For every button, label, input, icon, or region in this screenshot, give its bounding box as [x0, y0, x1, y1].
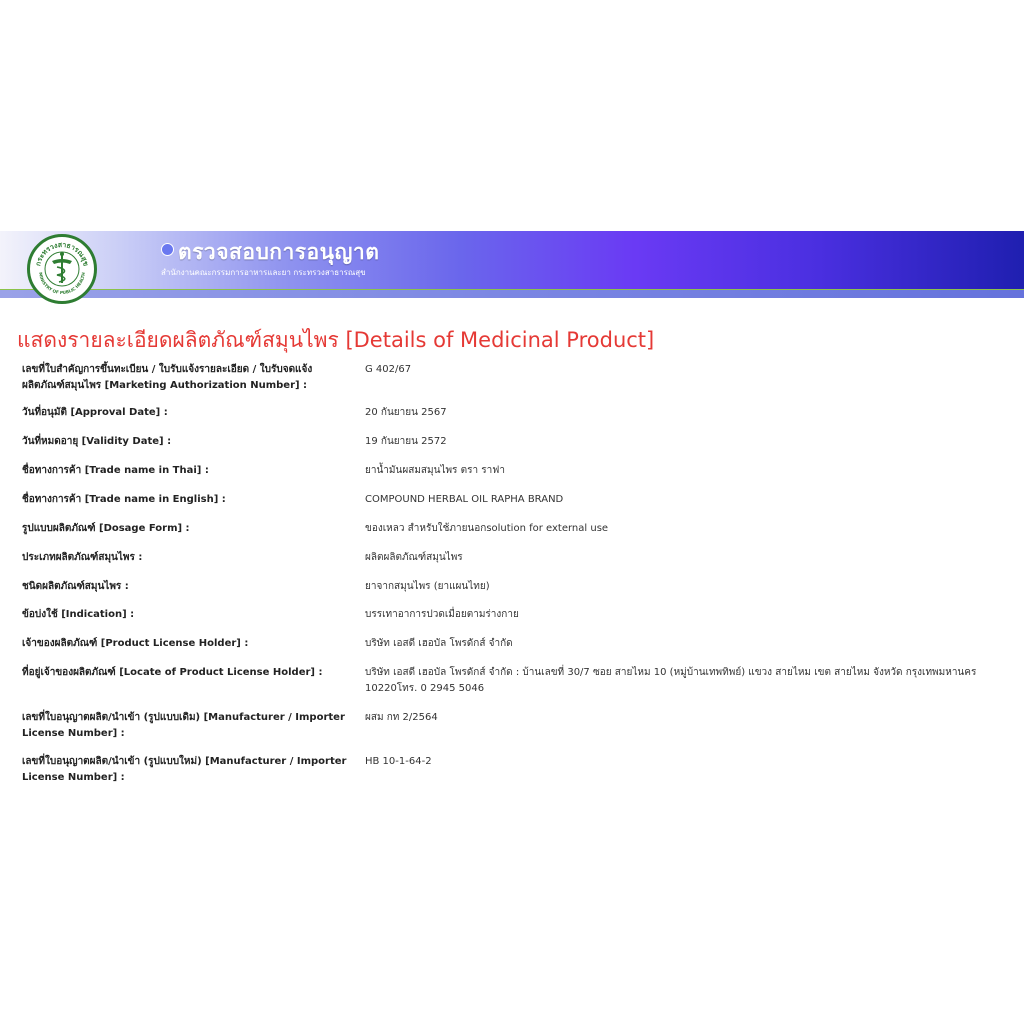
- label-product-type: ประเภทผลิตภัณฑ์สมุนไพร :: [22, 552, 143, 563]
- banner-bullet-icon: [161, 243, 174, 256]
- ministry-logo[interactable]: [27, 234, 97, 304]
- value-product-type: ผลิตผลิตภัณฑ์สมุนไพร: [365, 552, 463, 563]
- value-license-number-new: HB 10-1-64-2: [365, 756, 432, 767]
- value-license-holder-address: บริษัท เอสดี เฮอบัล โพรดักส์ จำกัด : บ้านเลขที่ 30/7 ซอย สายไหม 10 (หมู่บ้านเทพทิพย์) แขวง สายไหม เขต สายไหม จังหวัด กรุงเทพมหานคร 10220โทร. 0 2945 5046: [365, 667, 977, 694]
- label-license-holder-address: ที่อยู่เจ้าของผลิตภัณฑ์ [Locate of Product License Holder] :: [22, 667, 323, 678]
- label-validity-date: วันที่หมดอายุ [Validity Date] :: [22, 436, 172, 447]
- value-trade-name-thai: ยาน้ำมันผสมสมุนไพร ตรา ราฟา: [365, 465, 505, 476]
- value-product-kind: ยาจากสมุนไพร (ยาแผนไทย): [365, 581, 490, 592]
- banner-subtitle: สำนักงานคณะกรรมการอาหารและยา กระทรวงสาธารณสุข: [161, 268, 366, 277]
- value-validity-date: 19 กันยายน 2572: [365, 436, 447, 447]
- label-dosage-form: รูปแบบผลิตภัณฑ์ [Dosage Form] :: [22, 523, 190, 534]
- label-trade-name-english: ชื่อทางการค้า [Trade name in English] :: [22, 494, 226, 505]
- page-title: แสดงรายละเอียดผลิตภัณฑ์สมุนไพร [Details of Medicinal Product]: [17, 328, 655, 352]
- value-dosage-form: ของเหลว สำหรับใช้ภายนอกsolution for external use: [365, 523, 609, 534]
- value-marketing-authorization: G 402/67: [365, 364, 412, 375]
- label-license-holder: เจ้าของผลิตภัณฑ์ [Product License Holder] :: [22, 638, 249, 649]
- header-banner: [0, 231, 1024, 291]
- label-license-number-new: เลขที่ใบอนุญาตผลิต/นำเข้า (รูปแบบใหม่) [Manufacturer / Importer License Number] :: [22, 756, 347, 783]
- banner-stripe: [0, 290, 1024, 298]
- value-license-number-old: ผสม กท 2/2564: [365, 712, 438, 723]
- label-product-kind: ชนิดผลิตภัณฑ์สมุนไพร :: [22, 581, 129, 592]
- value-indication: บรรเทาอาการปวดเมื่อยตามร่างกาย: [365, 609, 519, 620]
- label-approval-date: วันที่อนุมัติ [Approval Date] :: [22, 407, 168, 418]
- label-marketing-authorization: เลขที่ใบสำคัญการขึ้นทะเบียน / ใบรับแจ้งรายละเอียด / ใบรับจดแจ้งผลิตภัณฑ์สมุนไพร [Marketing Authorization Number] :: [22, 364, 313, 391]
- logo-text-bottom: MINISTRY OF PUBLIC HEALTH: [37, 271, 87, 296]
- logo-text-top: กระทรวงสาธารณสุข: [34, 240, 90, 267]
- label-license-number-old: เลขที่ใบอนุญาตผลิต/นำเข้า (รูปแบบเดิม) [Manufacturer / Importer License Number] :: [22, 712, 345, 739]
- label-indication: ข้อบ่งใช้ [Indication] :: [22, 609, 135, 620]
- value-license-holder: บริษัท เอสดี เฮอบัล โพรดักส์ จำกัด: [365, 638, 513, 649]
- label-trade-name-thai: ชื่อทางการค้า [Trade name in Thai] :: [22, 465, 209, 476]
- ministry-seal-icon: [30, 237, 94, 301]
- value-trade-name-english: COMPOUND HERBAL OIL RAPHA BRAND: [365, 494, 564, 505]
- banner-title: ตรวจสอบการอนุญาต: [178, 240, 380, 264]
- value-approval-date: 20 กันยายน 2567: [365, 407, 447, 418]
